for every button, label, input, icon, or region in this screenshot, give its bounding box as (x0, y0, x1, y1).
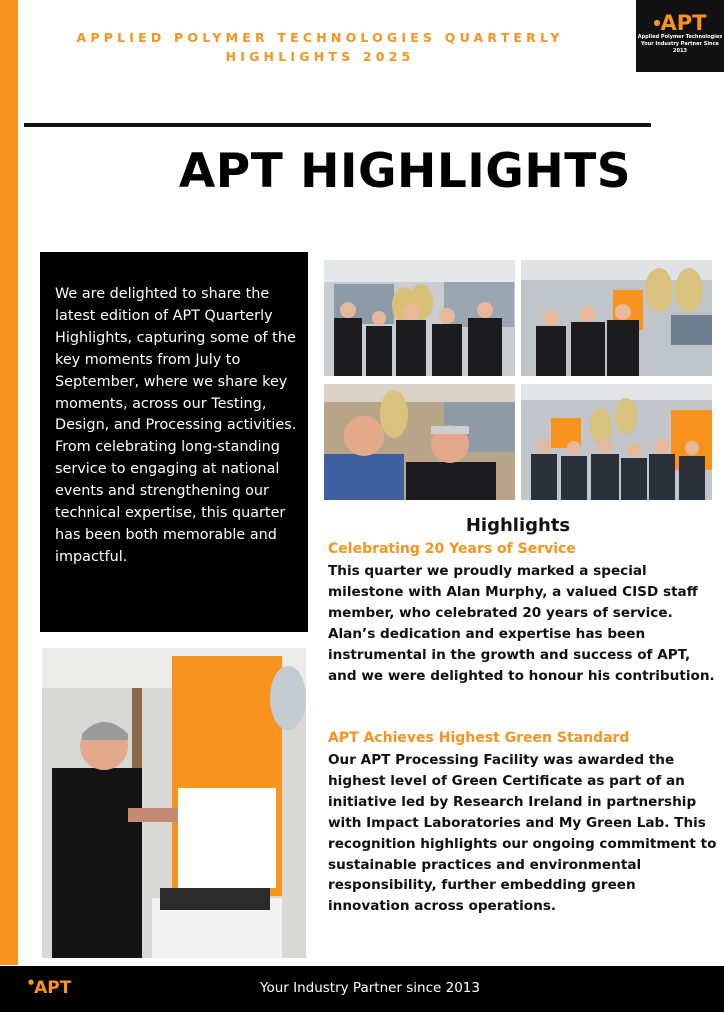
cake-cutting-photo (42, 648, 306, 958)
apt-logo-line-1: Applied Polymer Technologies (637, 34, 723, 40)
section-body-service: This quarter we proudly marked a special milestone with Alan Murphy, a valued CISD staff member, who celebrated 20 years of service. Alan’s dedication and expertise has been instrumental in the growth and success of APT, and we were delighted to honour his contribution. (328, 563, 715, 684)
section-title-green: APT Achieves Highest Green Standard (328, 730, 630, 746)
title-divider (24, 123, 651, 127)
team-photo-2 (521, 260, 712, 376)
apt-logo-text: APT (660, 11, 707, 35)
header-title-line-1: APPLIED POLYMER TECHNOLOGIES QUARTERLY (76, 30, 564, 45)
header-title (40, 28, 600, 66)
apt-logo-line-3: 2013 (673, 48, 687, 54)
team-photo-3 (324, 384, 515, 500)
footer-tagline: Your Industry Partner since 2013 (259, 980, 480, 996)
team-photo-1 (324, 260, 515, 376)
header-title-line-2: HIGHLIGHTS 2025 (225, 49, 415, 64)
apt-logo-line-2: Your Industry Partner Since (641, 41, 719, 47)
highlights-heading: Highlights (465, 515, 571, 536)
apt-logo-wordmark: ●APT (653, 11, 707, 35)
footer-logo: ●APT (28, 978, 72, 998)
page-title: APT HIGHLIGHTS (178, 144, 632, 199)
intro-box (40, 252, 308, 632)
intro-text: We are delighted to share the latest edition of APT Quarterly Highlights, capturing some of the key moments from July to September, where we share key moments, across our Testing, Design, and Processing activities. From celebrating long-standing service to engaging at national events and strengthening our technical expertise, this quarter has been both memorable and impactful. (55, 286, 297, 565)
apt-logo (636, 0, 724, 72)
footer-logo-text: APT (34, 978, 72, 998)
team-photo-4 (521, 384, 712, 500)
footer (0, 966, 724, 1012)
section-title-service: Celebrating 20 Years of Service (328, 541, 576, 557)
left-accent-bar (0, 0, 18, 965)
section-body-green: Our APT Processing Facility was awarded the highest level of Green Certificate as part of an initiative led by Research Ireland in partnership with Impact Laboratories and My Green Lab. This recognition highlights our ongoing commitment to sustainable practices and environmental responsibility, further embedding green innovation across operations. (328, 752, 717, 915)
